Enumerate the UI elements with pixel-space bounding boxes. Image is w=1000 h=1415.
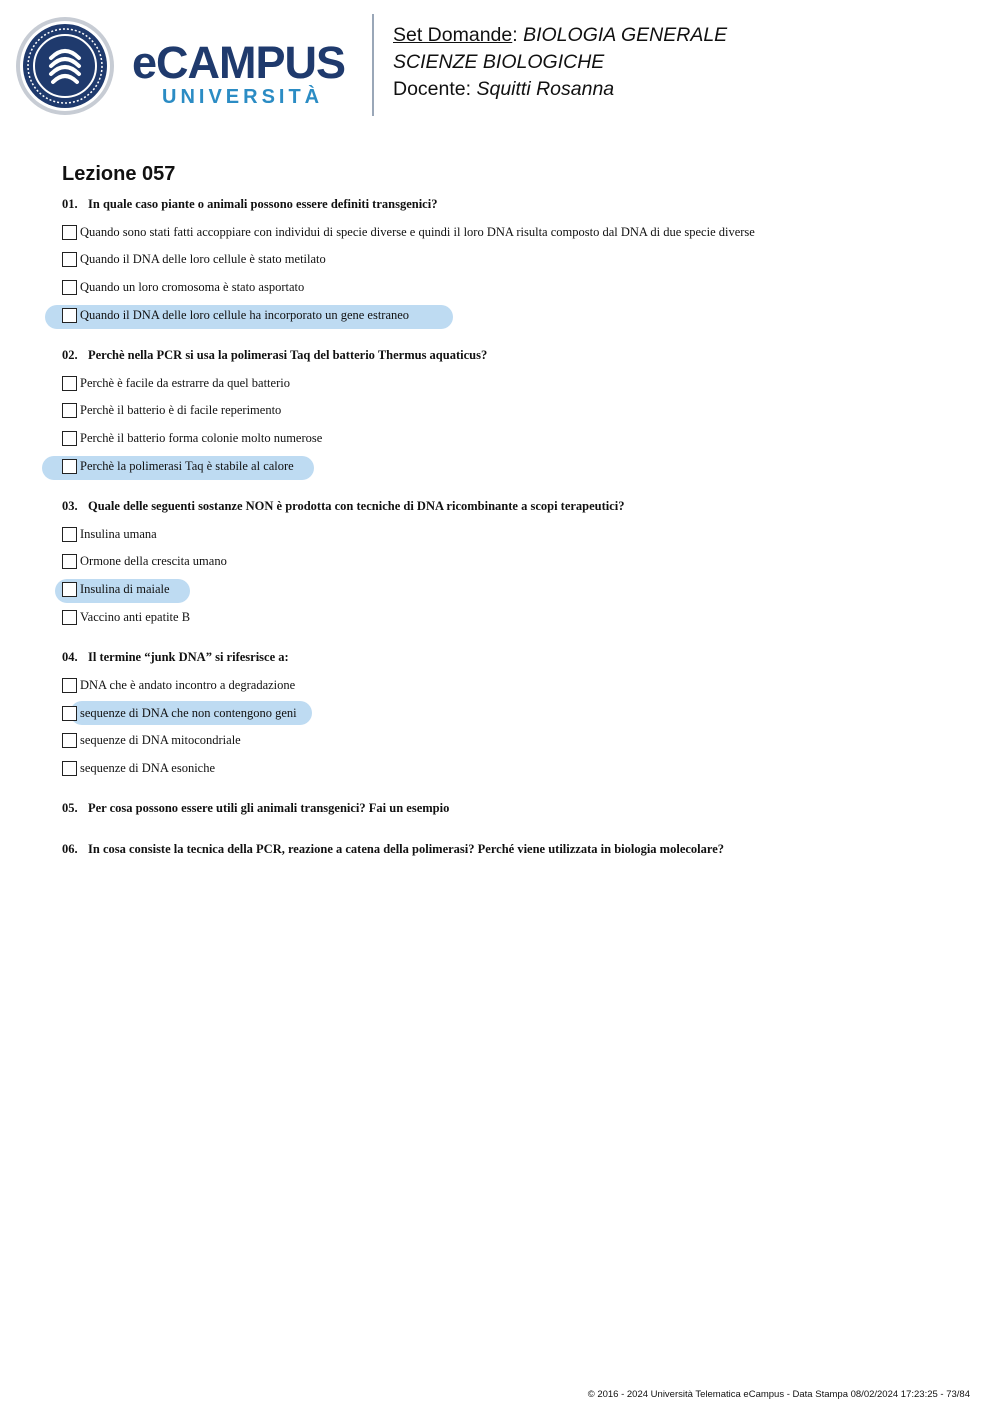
checkbox[interactable] bbox=[62, 431, 77, 446]
ecampus-logo bbox=[132, 37, 357, 115]
logo-subtitle: UNIVERSITÀ bbox=[162, 86, 324, 108]
checkbox[interactable] bbox=[62, 280, 77, 295]
answer-option-highlighted[interactable] bbox=[62, 305, 409, 325]
checkbox[interactable] bbox=[62, 225, 77, 240]
set-label: Set Domande bbox=[393, 24, 513, 46]
checkbox[interactable] bbox=[62, 761, 77, 776]
answer-option[interactable] bbox=[62, 400, 281, 420]
answer-text: DNA che è andato incontro a degradazione bbox=[80, 677, 296, 692]
checkbox[interactable] bbox=[62, 678, 77, 693]
question-text: Il termine “junk DNA” si rifesrisce a: bbox=[88, 650, 289, 664]
answer-text: Perchè il batterio forma colonie molto numerose bbox=[80, 430, 323, 445]
checkbox[interactable] bbox=[62, 527, 77, 542]
teacher-label: Docente: bbox=[393, 78, 472, 100]
question-text: Per cosa possono essere utili gli animali transgenici? Fai un esempio bbox=[88, 801, 450, 815]
answer-text: Quando il DNA delle loro cellule ha incorporato un gene estraneo bbox=[80, 307, 410, 322]
question-number: 06. bbox=[62, 842, 78, 856]
set-line: Set Domande: BIOLOGIA GENERALE bbox=[393, 24, 728, 46]
answer-text: Perchè è facile da estrarre da quel batterio bbox=[80, 375, 290, 390]
checkbox[interactable] bbox=[62, 252, 77, 267]
question-02 bbox=[62, 348, 487, 363]
teacher-name: Squitti Rosanna bbox=[476, 78, 615, 100]
logo-wordmark: eCAMPUS bbox=[132, 37, 346, 88]
question-number: 01. bbox=[62, 197, 78, 211]
course-name: SCIENZE BIOLOGICHE bbox=[393, 51, 605, 73]
answer-text: sequenze di DNA esoniche bbox=[80, 760, 216, 775]
checkbox[interactable] bbox=[62, 706, 77, 721]
question-text: In cosa consiste la tecnica della PCR, reazione a catena della polimerasi? Perché viene utilizzata in biologia molecolare? bbox=[88, 842, 725, 856]
answer-option-highlighted[interactable] bbox=[62, 579, 170, 599]
answer-text: Ormone della crescita umano bbox=[80, 553, 227, 568]
answer-option[interactable] bbox=[62, 249, 326, 269]
answer-text: Vaccino anti epatite B bbox=[80, 609, 191, 624]
question-text: Perchè nella PCR si usa la polimerasi Taq del batterio Thermus aquaticus? bbox=[88, 348, 488, 362]
checkbox[interactable] bbox=[62, 308, 77, 323]
set-info bbox=[393, 22, 727, 103]
answer-text: Perchè la polimerasi Taq è stabile al calore bbox=[80, 458, 294, 473]
checkbox[interactable] bbox=[62, 376, 77, 391]
teacher-line bbox=[393, 76, 727, 103]
set-value: BIOLOGIA GENERALE bbox=[523, 24, 728, 46]
answer-option[interactable] bbox=[62, 758, 215, 778]
page-header bbox=[0, 0, 1000, 130]
answer-text: Quando sono stati fatti accoppiare con individui di specie diverse e quindi il loro DNA risulta composto dal DNA di due specie diverse bbox=[80, 224, 755, 239]
checkbox[interactable] bbox=[62, 582, 77, 597]
answer-text: Quando un loro cromosoma è stato asportato bbox=[80, 279, 305, 294]
question-number: 05. bbox=[62, 801, 78, 815]
answer-option[interactable] bbox=[62, 607, 190, 627]
lesson-title: Lezione 057 bbox=[62, 163, 176, 185]
ecampus-seal-icon bbox=[14, 16, 116, 116]
answer-text: Perchè il batterio è di facile reperimento bbox=[80, 402, 282, 417]
course-line bbox=[393, 49, 727, 76]
answer-option-highlighted[interactable] bbox=[62, 703, 297, 723]
answer-text: sequenze di DNA mitocondriale bbox=[80, 732, 241, 747]
question-05 bbox=[62, 801, 449, 816]
question-03 bbox=[62, 499, 625, 514]
answer-option[interactable] bbox=[62, 524, 157, 544]
answer-text: Insulina umana bbox=[80, 526, 157, 541]
question-number: 04. bbox=[62, 650, 78, 664]
question-06 bbox=[62, 842, 724, 857]
answer-option[interactable] bbox=[62, 222, 755, 242]
answer-option[interactable] bbox=[62, 428, 322, 448]
checkbox[interactable] bbox=[62, 403, 77, 418]
answer-option[interactable] bbox=[62, 675, 295, 695]
answer-option[interactable] bbox=[62, 373, 290, 393]
answer-text: sequenze di DNA che non contengono geni bbox=[80, 705, 297, 720]
answer-option[interactable] bbox=[62, 551, 227, 571]
question-number: 03. bbox=[62, 499, 78, 513]
question-text: Quale delle seguenti sostanze NON è prodotta con tecniche di DNA ricombinante a scopi terapeutici? bbox=[88, 499, 625, 513]
header-divider bbox=[372, 14, 374, 116]
checkbox[interactable] bbox=[62, 610, 77, 625]
checkbox[interactable] bbox=[62, 554, 77, 569]
question-01 bbox=[62, 197, 437, 212]
question-04 bbox=[62, 650, 289, 665]
question-number: 02. bbox=[62, 348, 78, 362]
answer-option[interactable] bbox=[62, 277, 304, 297]
checkbox[interactable] bbox=[62, 459, 77, 474]
answer-option[interactable] bbox=[62, 730, 241, 750]
answer-option-highlighted[interactable] bbox=[62, 456, 294, 476]
checkbox[interactable] bbox=[62, 733, 77, 748]
question-text: In quale caso piante o animali possono essere definiti transgenici? bbox=[88, 197, 438, 211]
answer-text: Quando il DNA delle loro cellule è stato metilato bbox=[80, 251, 326, 266]
page-footer: © 2016 - 2024 Università Telematica eCampus - Data Stampa 08/02/2024 17:23:25 - 73/84 bbox=[587, 1389, 970, 1400]
answer-text: Insulina di maiale bbox=[80, 581, 170, 596]
